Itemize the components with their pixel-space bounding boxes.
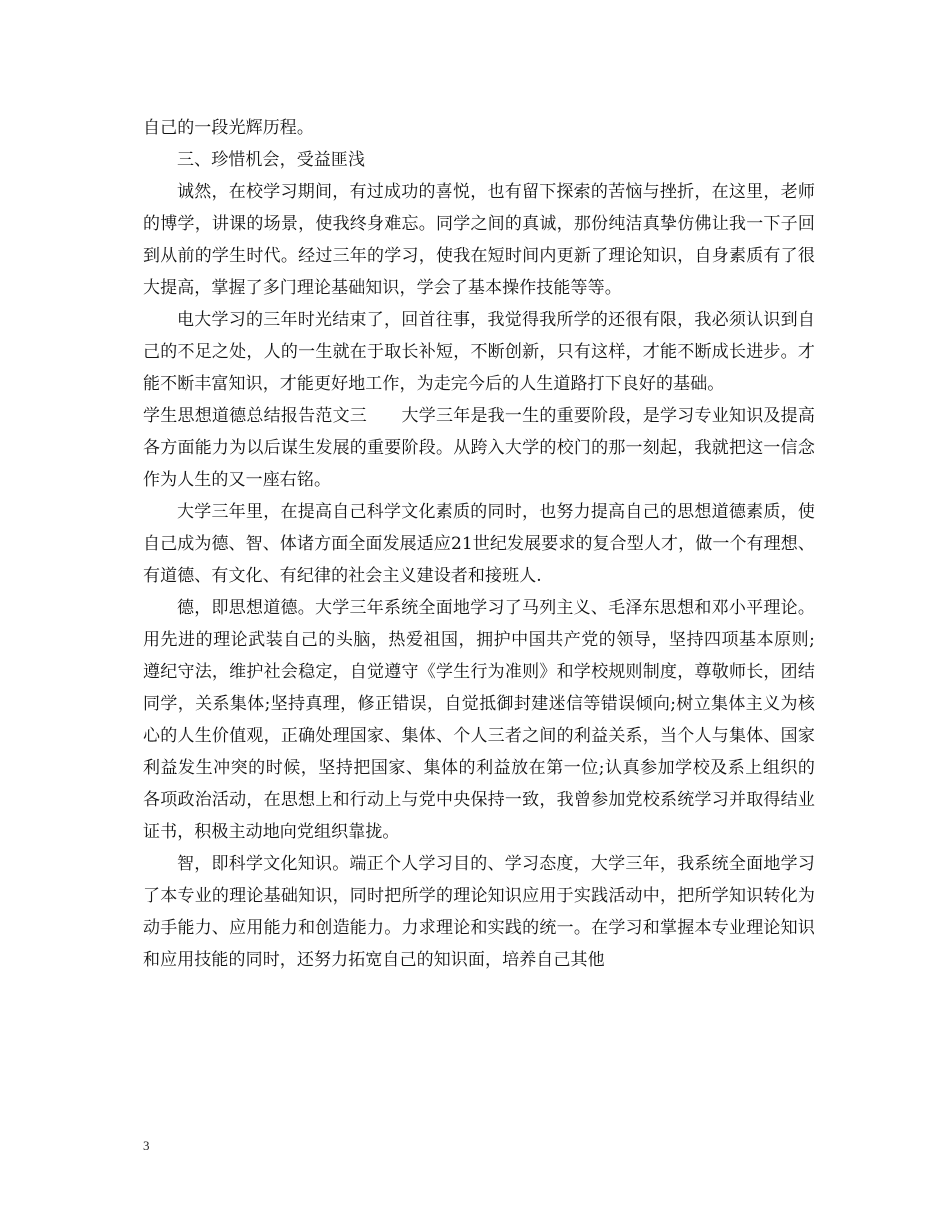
paragraph: 诚然，在校学习期间，有过成功的喜悦，也有留下探索的苦恼与挫折，在这里，老师的博学，讲课的场景，使我终身难忘。同学之间的真诚，那份纯洁真挚仿佛让我一下子回到从前的学生时代。经过三年的学习，使我在短时间内更新了理论知识，自身素质有了很大提高，掌握了多门理论基础知识，学会了基本操作技能等等。 — [143, 182, 815, 298]
document-body — [143, 112, 815, 976]
article-title-paragraph: 学生思想道德总结报告范文三 大学三年是我一生的重要阶段，是学习专业知识及提高各方面能力为以后谋生发展的重要阶段。从跨入大学的校门的那一刻起，我就把这一信念作为人生的又一座右铭。 — [143, 406, 815, 490]
paragraph: 智，即科学文化知识。端正个人学习目的、学习态度，大学三年，我系统全面地学习了本专业的理论基础知识，同时把所学的理论知识应用于实践活动中，把所学知识转化为动手能力、应用能力和创造能力。力求理论和实践的统一。在学习和掌握本专业理论知识和应用技能的同时，还努力拓宽自己的知识面，培养自己其他 — [143, 854, 815, 970]
section-heading: 三、珍惜机会，受益匪浅 — [177, 150, 366, 170]
page-number: 3 — [143, 1138, 150, 1153]
paragraph: 大学三年里，在提高自己科学文化素质的同时，也努力提高自己的思想道德素质，使自己成为德、智、体诸方面全面发展适应21世纪发展要求的复合型人才，做一个有理想、有道德、有文化、有纪律的社会主义建设者和接班人. — [143, 502, 815, 586]
paragraph-continuation: 自己的一段光辉历程。 — [143, 118, 314, 138]
paragraph: 德，即思想道德。大学三年系统全面地学习了马列主义、毛泽东思想和邓小平理论。用先进的理论武装自己的头脑，热爱祖国，拥护中国共产党的领导，坚持四项基本原则;遵纪守法，维护社会稳定，自觉遵守《学生行为准则》和学校规则制度，尊敬师长，团结同学，关系集体;坚持真理，修正错误，自觉抵御封建迷信等错误倾向;树立集体主义为核心的人生价值观，正确处理国家、集体、个人三者之间的利益关系，当个人与集体、国家利益发生冲突的时候，坚持把国家、集体的利益放在第一位;认真参加学校及系上组织的各项政治活动，在思想上和行动上与党中央保持一致，我曾参加党校系统学习并取得结业证书，积极主动地向党组织靠拢。 — [143, 598, 815, 842]
paragraph: 电大学习的三年时光结束了，回首往事，我觉得我所学的还很有限，我必须认识到自己的不足之处，人的一生就在于取长补短，不断创新，只有这样，才能不断成长进步。才能不断丰富知识，才能更好地工作，为走完今后的人生道路打下良好的基础。 — [143, 310, 815, 394]
